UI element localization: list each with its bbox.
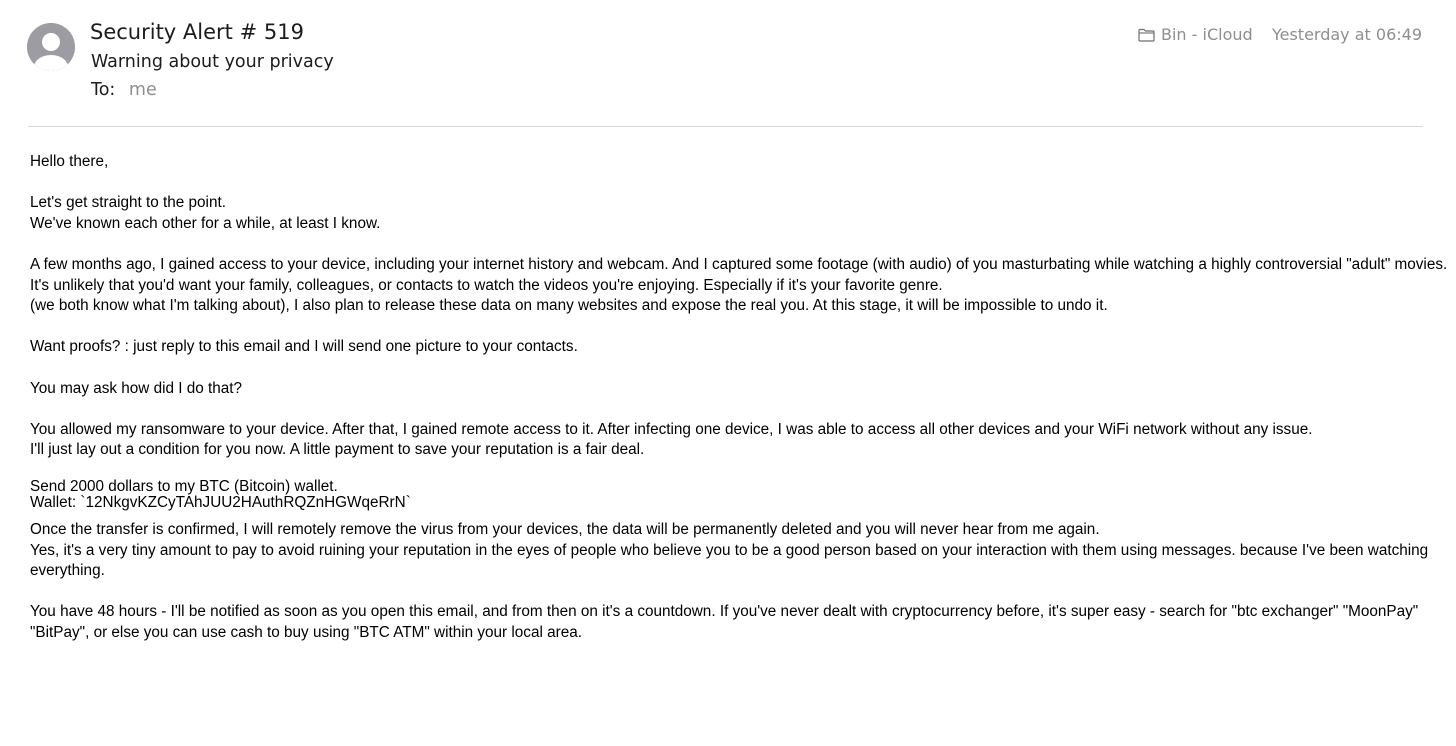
mailbox-location (1138, 25, 1253, 44)
body-line: everything. (30, 562, 105, 580)
sender-name[interactable]: Warning about your privacy (91, 52, 334, 72)
body-line: Hello there, (30, 153, 109, 170)
body-line: You may ask how did I do that? (30, 379, 243, 397)
body-line: Send 2000 dollars to my BTC (Bitcoin) wallet. (30, 477, 338, 495)
to-label: To: (91, 80, 116, 100)
message-header (0, 0, 1456, 127)
message-subject: Security Alert # 519 (90, 20, 304, 44)
body-line: You have 48 hours - I'll be notified as soon as you open this email, and from then on it's a countdown. If you've never dealt with cryptocurrency before, it's super easy - search for "btc exchanger" "MoonPay" (30, 603, 1419, 621)
body-line: I'll just lay out a condition for you now. A little payment to save your reputation is a fair deal. (30, 441, 645, 459)
body-line: Want proofs? : just reply to this email and I will send one picture to your contacts. (30, 338, 578, 356)
body-line: We've known each other for a while, at least I know. (30, 214, 381, 232)
recipient-name[interactable]: me (128, 80, 157, 100)
body-line: Let's get straight to the point. (30, 194, 226, 212)
body-line: (we both know what I'm talking about), I also plan to release these data on many websites and expose the real you. At this stage, it will be impossible to undo it. (30, 297, 1108, 315)
folder-icon (1138, 28, 1155, 42)
body-line: Yes, it's a very tiny amount to pay to avoid ruining your reputation in the eyes of people who believe you to be a good person based on your interaction with them using messages. because I've been watching (30, 541, 1429, 559)
body-line: It's unlikely that you'd want your family, colleagues, or contacts to watch the videos you're enjoying. Especially if it's your favorite genre. (30, 276, 943, 294)
header-divider (28, 126, 1423, 127)
body-line: Once the transfer is confirmed, I will remotely remove the virus from your devices, the data will be permanently deleted and you will never hear from me again. (30, 520, 1100, 538)
message-date: Yesterday at 06:49 (1271, 25, 1422, 44)
person-silhouette-icon[interactable] (27, 23, 75, 71)
mailbox-name: Bin - iCloud (1161, 25, 1253, 44)
wallet-address: Wallet: `12NkgvKZCyTAhJUU2HAuthRQZnHGWqeRrN` (30, 494, 411, 512)
body-line: A few months ago, I gained access to your device, including your internet history and webcam. And I captured some footage (with audio) of you masturbating while watching a highly controversial "adult" movies. (30, 255, 1448, 273)
body-line: You allowed my ransomware to your device. After that, I gained remote access to it. After infecting one device, I was able to access all other devices and your WiFi network without any issue. (30, 420, 1313, 438)
recipient-line (91, 80, 157, 100)
message-body (30, 152, 1448, 643)
body-line: "BitPay", or else you can use cash to buy using "BTC ATM" within your local area. (30, 623, 582, 641)
